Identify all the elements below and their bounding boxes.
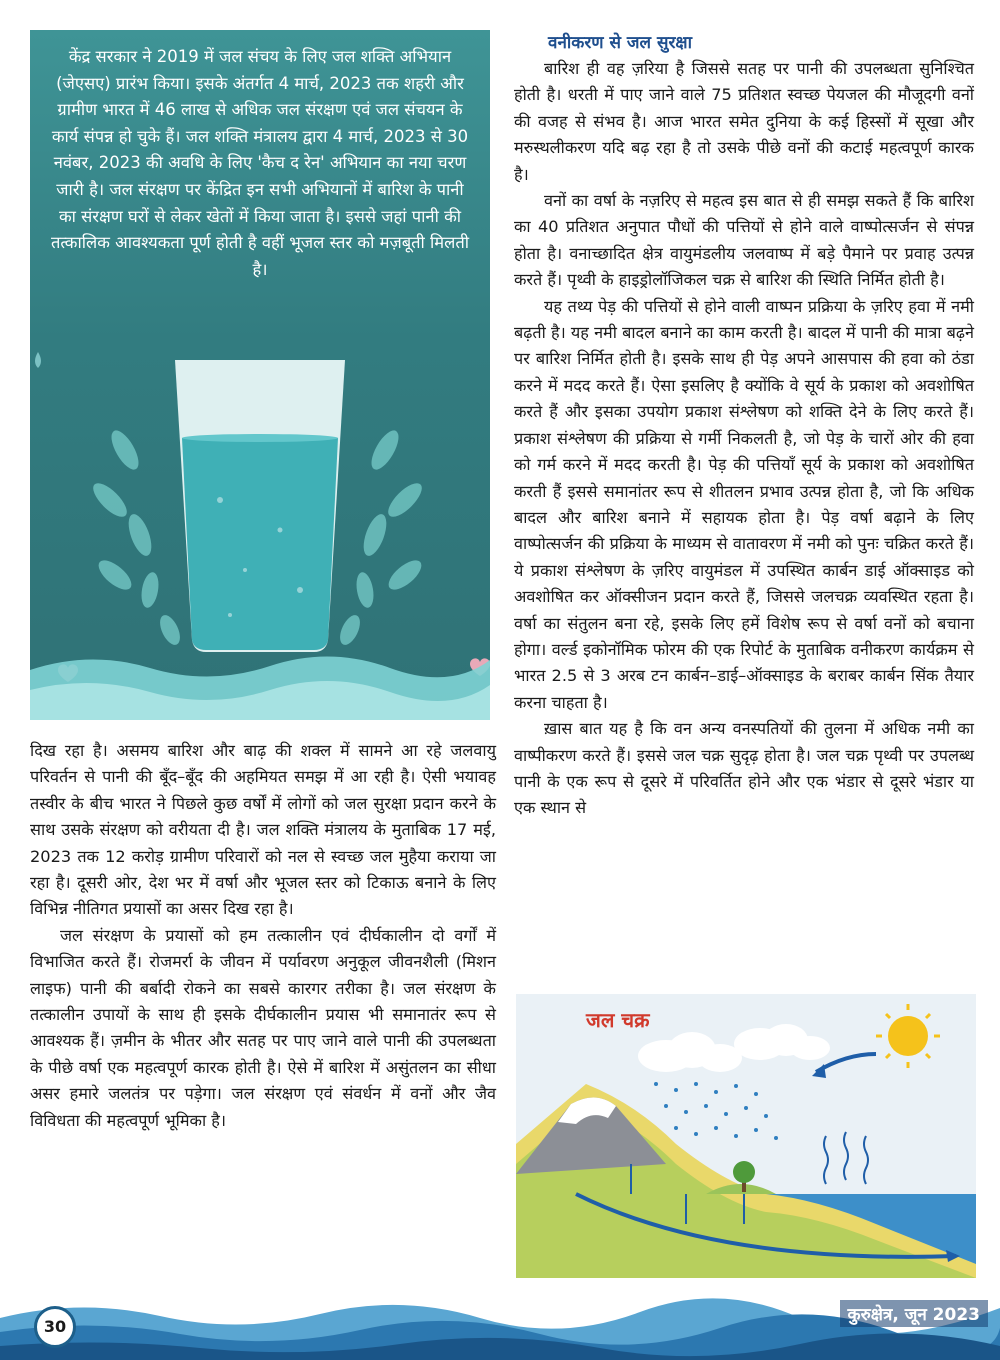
paragraph: यह तथ्य पेड़ की पत्तियों से होने वाली वाष्पन प्रक्रिया के ज़रिए हवा में नमी बढ़ती है। यह नमी बादल बनाने का काम करती है। बादल में पानी की मात्रा बढ़ने पर बारिश निर्मित होती है। इसके साथ ही पेड़ अपने आसपास की हवा को ठंडा करने में मदद करते हैं। ऐसा इसलिए है क्योंकि वे सूर्य के प्रकाश को अवशोषित करते हैं और इसका उपयोग प्रकाश संश्लेषण को शक्ति देने के लिए करते हैं। प्रकाश संश्लेषण की प्रक्रिया से गर्मी निकलती है, जो पेड़ के चारों ओर की हवा को गर्म करने में मदद करती है। पेड़ की पत्तियाँ सूर्य के प्रकाश को अवशोषित करती हैं इससे समानांतर रूप से शीतलन प्रभाव उत्पन्न होता है, जो कि अधिक बादल और बारिश बनाने में सहायक होता है। पेड़ वर्षा बढ़ाने के लिए वाष्पोत्सर्जन की प्रक्रिया के माध्यम से वातावरण में नमी को पुनः चक्रित करते हैं। ये प्रकाश संश्लेषण के ज़रिए वायुमंडल में उपस्थित कार्बन डाई ऑक्साइड को अवशोषित कर ऑक्सीजन प्रदान करते हैं, जिससे जलचक्र व्यवस्थित रहता है। वर्षा का संतुलन बना रहे, इसके लिए हमें विशेष रूप से वर्षा वनों को बचाना होगा। वर्ल्ड इकोनॉमिक फोरम की एक रिपोर्ट के मुताबिक वनीकरण कार्यक्रम से भारत 2.5 से 3 अरब टन कार्बन–डाई–ऑक्साइड के बराबर कार्बन सिंक तैयार करना चाहता है। [514,296,974,712]
diagram-title: जल चक्र [586,1008,650,1032]
paragraph: जल संरक्षण के प्रयासों को हम तत्कालीन एवं दीर्घकालीन दो वर्गों में विभाजित करते हैं। रोजमर्रा के जीवन में पर्यावरण अनुकूल जीवनशैली (मिशन लाइफ) पानी की बर्बादी रोकने का सबसे कारगर तरीका है। जल संरक्षण के तत्कालीन उपायों के साथ ही इसके दीर्घकालीन प्रयास भी समानातंर रूप से आवश्यक हैं। ज़मीन के भीतर और सतह पर पाए जाने वाले पानी की उपलब्धता के पीछे वर्षा एक महत्वपूर्ण कारक होती है। ऐसे में बारिश में असुंतलन का सीधा असर हमारे जलतंत्र पर पड़ेगा। जल संरक्षण एवं संवर्धन में वनों और जैव विविधता की महत्वपूर्ण भूमिका है। [30,925,496,1130]
paragraph: ख़ास बात यह है कि वन अन्य वनस्पतियों की तुलना में अधिक नमी का वाष्पीकरण करते हैं। इससे जल चक्र सुदृढ़ होता है। जल चक्र पृथ्वी पर उपलब्ध पानी के एक रूप से दूसरे में परिवर्तित होने और एक भंडार से दूसरे भंडार या एक स्थान से [514,719,974,818]
paragraph: वनों का वर्षा के नज़रिए से महत्व इस बात से ही समझ सकते हैं कि बारिश का 40 प्रतिशत अनुपात पौधों की पत्तियों से होने वाले वाष्पोत्सर्जन से संपन्न होता है। वनाच्छादित क्षेत्र वायुमंडलीय जलवाष्प में बड़े पैमाने पर प्रवाह उत्पन्न करते हैं। पृथ्वी के हाइड्रोलॉजिकल चक्र से बारिश की स्थिति निर्मित होती है। [514,191,974,290]
section-heading: वनीकरण से जल सुरक्षा [548,33,693,53]
info-box-text: केंद्र सरकार ने 2019 में जल संचय के लिए जल शक्ति अभियान (जेएसए) प्रारंभ किया। इसके अंतर्गत 4 मार्च, 2023 तक शहरी और ग्रामीण भारत में 46 लाख से अधिक जल संरक्षण एवं जल संचयन के कार्य संपन्न हो चुके हैं। जल शक्ति मंत्रालय द्वारा 4 मार्च, 2023 से 30 नवंबर, 2023 की अवधि के लिए 'कैच द रेन' अभियान का नया चरण जारी है। जल संरक्षण पर केंद्रित इन सभी अभियानों में बारिश के पानी का संरक्षण घरों से लेकर खेतों में किया जाता है। इससे जहां पानी की तत्कालिक आवश्यकता पूर्ण होती है वहीं भूजल स्तर को मज़बूती मिलती है। [50,47,470,279]
left-column [30,738,496,1134]
paragraph: दिख रहा है। असमय बारिश और बाढ़ की शक्ल में सामने आ रहे जलवायु परिवर्तन से पानी की बूँद–बूँद की अहमियत समझ में आ रही है। ऐसी भयावह तस्वीर के बीच भारत ने पिछले कुछ वर्षों में लोगों को जल सुरक्षा प्रदान करने के साथ उसके संरक्षण को वरीयता दी है। जल शक्ति मंत्रालय के मुताबिक 17 मई, 2023 तक 12 करोड़ ग्रामीण परिवारों को नल से स्वच्छ जल मुहैया कराया जा रहा है। दूसरी ओर, देश भर में वर्षा और भूजल स्तर को टिकाऊ बनाने के लिए विभिन्न नीतिगत प्रयासों का असर दिख रहा है। [30,741,496,919]
water-cycle-illustration [516,994,976,1278]
paragraph: बारिश ही वह ज़रिया है जिससे सतह पर पानी की उपलब्धता सुनिश्चित होती है। धरती में पाए जाने वाले 75 प्रतिशत स्वच्छ पेयजल की मौजूदगी वनों की वजह से संभव है। आज भारत समेत दुनिया के कई हिस्सों में सूखा और मरुस्थलीकरण यदि बढ़ रहा है तो उसके पीछे वनों की कटाई महत्वपूर्ण कारक है। [514,59,974,184]
magazine-issue-label: कुरुक्षेत्र, जून 2023 [840,1300,988,1327]
right-column [514,30,974,822]
info-box [30,30,490,720]
page-number: 30 [34,1306,76,1348]
water-cycle-diagram [516,994,976,1278]
